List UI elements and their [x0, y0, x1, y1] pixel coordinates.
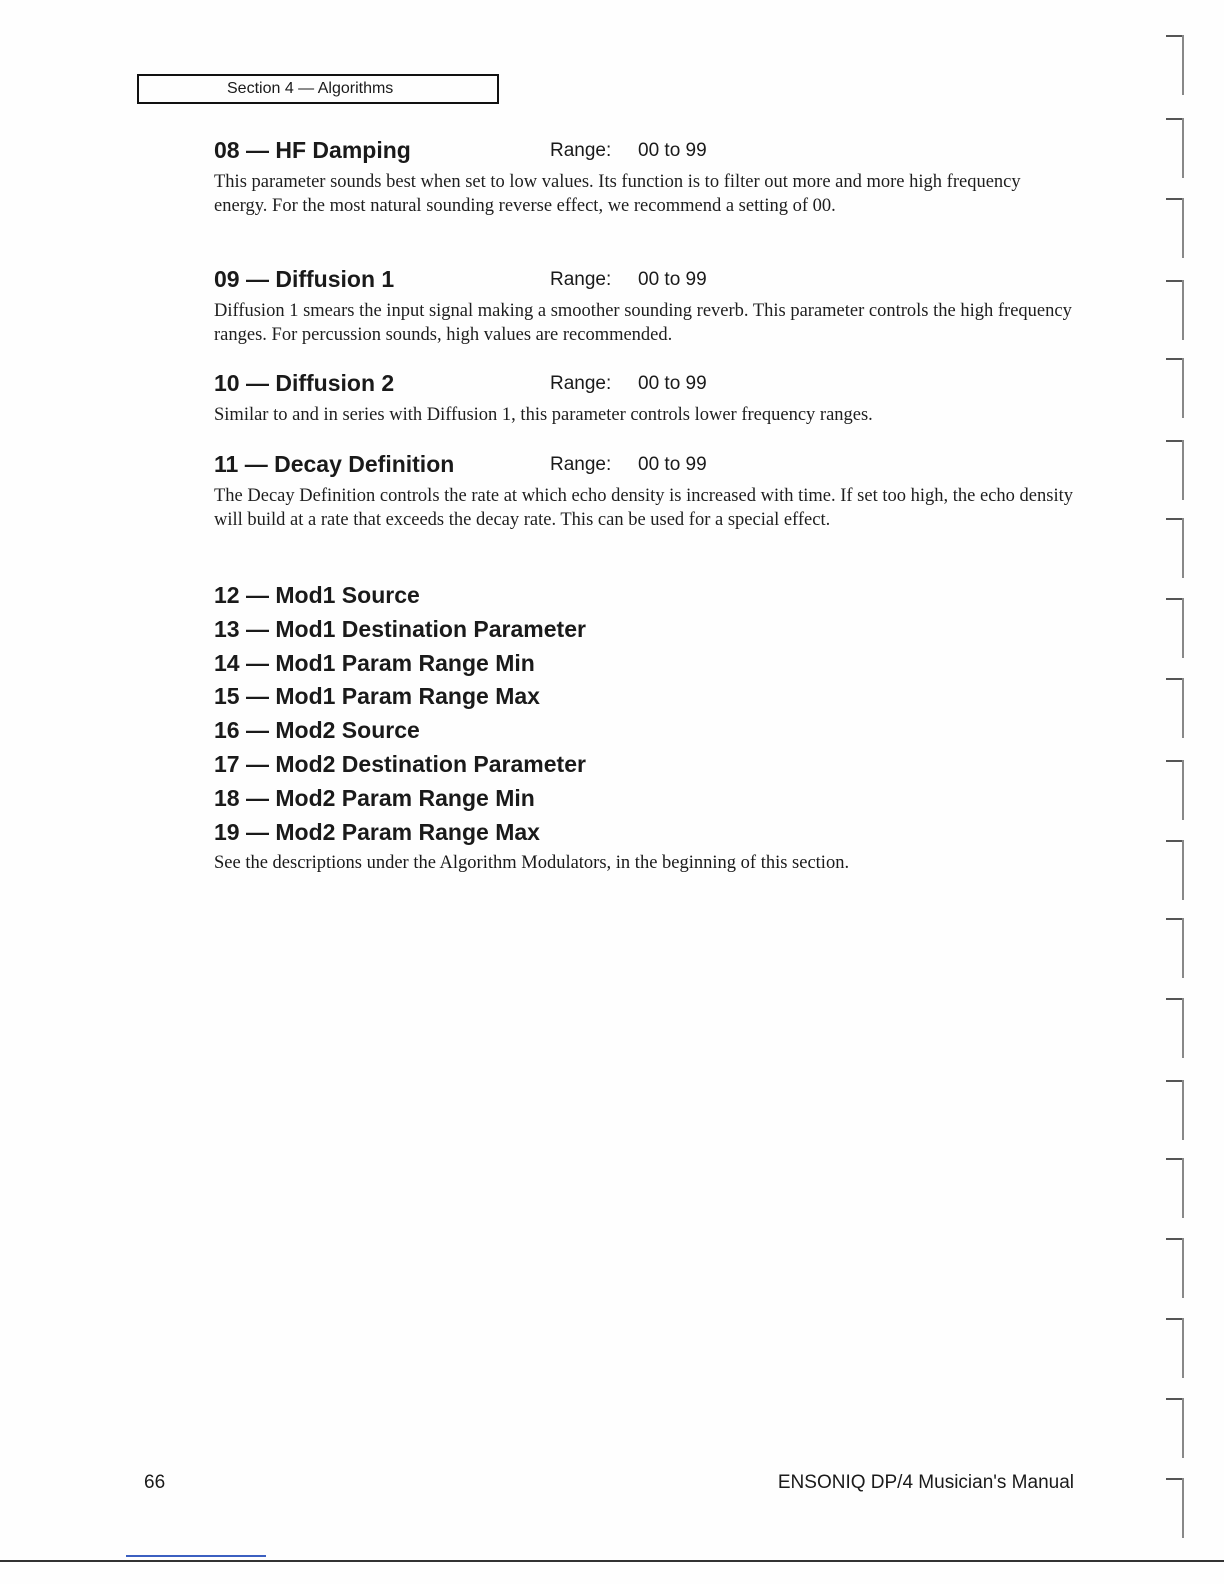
range-label: Range: — [550, 454, 612, 475]
parameter-heading — [214, 370, 1074, 404]
binding-tab-mark — [1166, 918, 1186, 978]
range-value: 00 to 99 — [638, 140, 707, 161]
page-number: 66 — [144, 1472, 166, 1493]
modulator-heading: 14 — Mod1 Param Range Min — [214, 649, 535, 676]
modulator-heading: 19 — Mod2 Param Range Max — [214, 818, 540, 845]
parameter-title: 11 — Decay Definition — [214, 451, 455, 477]
range-label: Range: — [550, 269, 612, 290]
parameter-heading — [214, 451, 1074, 485]
modulator-heading: 18 — Mod2 Param Range Min — [214, 784, 535, 811]
parameter-title: 08 — HF Damping — [214, 137, 411, 163]
scan-edge-mark — [126, 1555, 266, 1557]
binding-tab-mark — [1166, 598, 1186, 658]
section-header: Section 4 — Algorithms — [137, 74, 499, 104]
binding-tab-mark — [1166, 440, 1186, 500]
binding-tab-mark — [1166, 1158, 1186, 1218]
binding-tab-mark — [1166, 118, 1186, 178]
parameter-diffusion-2 — [214, 370, 1074, 428]
parameter-title: 09 — Diffusion 1 — [214, 266, 395, 292]
range-label: Range: — [550, 373, 612, 394]
parameter-decay-definition — [214, 451, 1074, 532]
parameter-description: Similar to and in series with Diffusion 1, this parameter controls lower frequency ranges. — [214, 405, 873, 425]
modulator-heading: 12 — Mod1 Source — [214, 582, 420, 608]
binding-tab-mark — [1166, 840, 1186, 900]
binding-tab-mark — [1166, 518, 1186, 578]
range-value: 00 to 99 — [638, 269, 707, 290]
modulator-heading: 16 — Mod2 Source — [214, 717, 420, 744]
modulator-heading: 13 — Mod1 Destination Parameter — [214, 615, 586, 642]
binding-tab-mark — [1166, 198, 1186, 258]
closing-note: See the descriptions under the Algorithm Modulators, in the beginning of this section. — [214, 853, 850, 873]
parameter-heading — [214, 266, 1074, 300]
modulator-list — [214, 579, 1014, 849]
parameter-description: Diffusion 1 smears the input signal making a smoother sounding reverb. This parameter controls the high frequency ranges. For percussion sounds, high values are recommended. — [214, 301, 1072, 345]
binding-tab-mark — [1166, 1080, 1186, 1140]
binding-tab-mark — [1166, 1398, 1186, 1458]
binding-tab-mark — [1166, 1318, 1186, 1378]
binding-tab-mark — [1166, 998, 1186, 1058]
binding-tab-mark — [1166, 35, 1186, 95]
range-label: Range: — [550, 140, 612, 161]
modulator-heading: 15 — Mod1 Param Range Max — [214, 683, 540, 710]
binding-tab-mark — [1166, 678, 1186, 738]
binding-tab-mark — [1166, 760, 1186, 820]
range-value: 00 to 99 — [638, 454, 707, 475]
binding-tab-mark — [1166, 280, 1186, 340]
parameter-heading — [214, 137, 1074, 171]
parameter-title: 10 — Diffusion 2 — [214, 370, 395, 396]
parameter-description: This parameter sounds best when set to low values. Its function is to filter out more and more high frequency energy. For the most natural sounding reverse effect, we recommend a setting of 00. — [214, 172, 1021, 216]
binding-tab-mark — [1166, 1238, 1186, 1298]
binding-tab-mark — [1166, 358, 1186, 418]
parameter-description: The Decay Definition controls the rate at which echo density is increased with time. If set too high, the echo density will build at a rate that exceeds the decay rate. This can be used for a special effect. — [214, 486, 1073, 530]
range-value: 00 to 99 — [638, 373, 707, 394]
parameter-hf-damping — [214, 137, 1074, 218]
binding-tab-mark — [1166, 1478, 1186, 1538]
modulator-heading: 17 — Mod2 Destination Parameter — [214, 750, 586, 777]
manual-title: ENSONIQ DP/4 Musician's Manual — [777, 1472, 1074, 1493]
parameter-diffusion-1 — [214, 266, 1074, 347]
page-bottom-edge — [0, 1560, 1224, 1562]
